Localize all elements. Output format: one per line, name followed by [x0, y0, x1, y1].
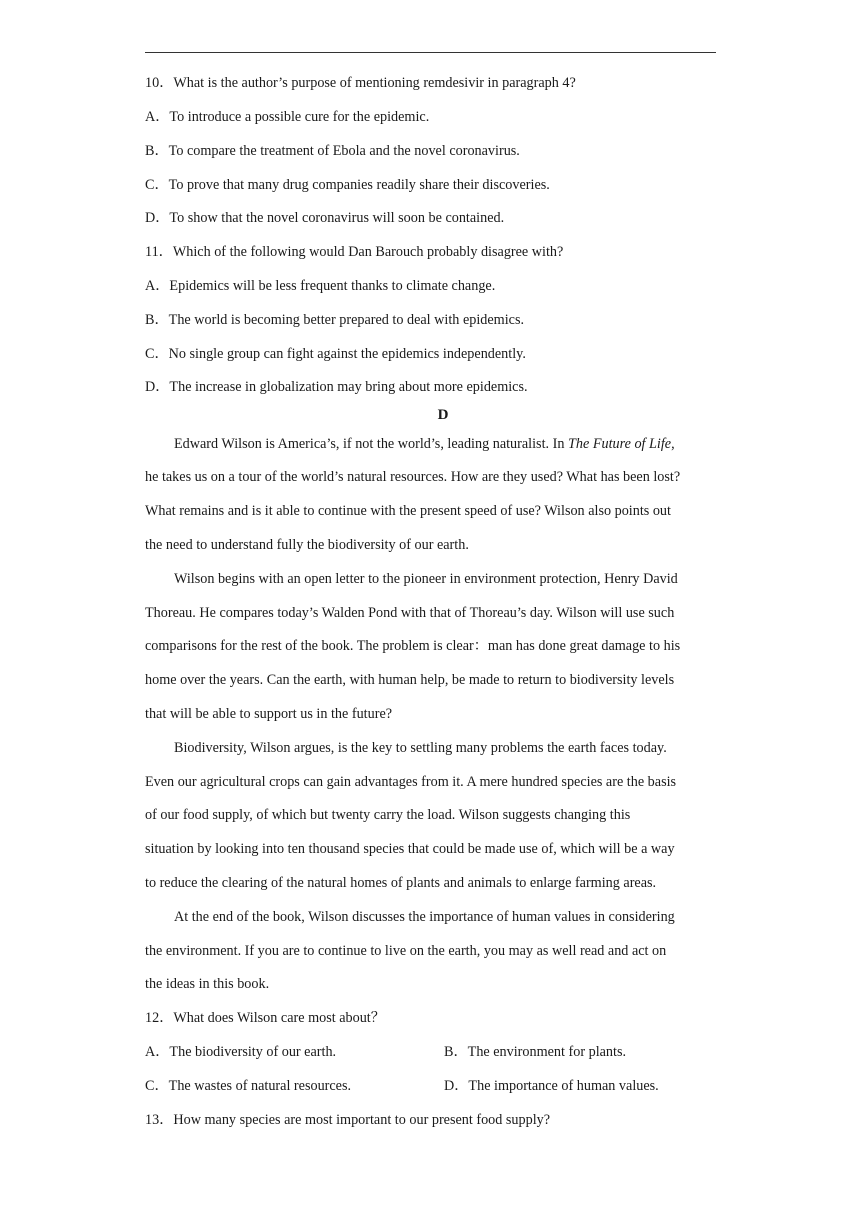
book-title: The Future of Life [567, 436, 672, 452]
passage-line: comparisons for the rest of the book. The problem is clear：man has done great damage to his [145, 638, 681, 654]
passage-line: What remains and is it able to continue with the present speed of use? Wilson also points out [145, 503, 671, 519]
passage-line: situation by looking into ten thousand species that could be made use of, which will be a way [145, 841, 675, 857]
section-heading: D [437, 407, 449, 423]
passage-line: Biodiversity, Wilson argues, is the key to settling many problems the earth faces today. [174, 740, 667, 756]
passage-line: the ideas in this book. [145, 976, 270, 992]
question-10-option-b: B．To compare the treatment of Ebola and the novel coronavirus. [145, 143, 520, 159]
question-11-stem: 11．Which of the following would Dan Barouch probably disagree with? [145, 244, 564, 260]
passage-line: he takes us on a tour of the world’s natural resources. How are they used? What has been lost? [145, 469, 681, 485]
passage-line: to reduce the clearing of the natural homes of plants and animals to enlarge farming areas. [145, 875, 657, 891]
passage-line: home over the years. Can the earth, with human help, be made to return to biodiversity levels [145, 672, 675, 688]
passage-line: Wilson begins with an open letter to the pioneer in environment protection, Henry David [174, 571, 678, 587]
passage-line: Even our agricultural crops can gain advantages from it. A mere hundred species are the basis [145, 774, 677, 790]
passage-text: Edward Wilson is America’s, if not the world’s, leading naturalist. In [174, 436, 568, 452]
question-11-option-b: B．The world is becoming better prepared to deal with epidemics. [145, 312, 525, 328]
question-10-option-c: C．To prove that many drug companies readily share their discoveries. [145, 177, 550, 193]
passage-line: that will be able to support us in the future? [145, 706, 393, 722]
passage-line: the need to understand fully the biodiversity of our earth. [145, 537, 469, 553]
passage-line: At the end of the book, Wilson discusses the importance of human values in considering [174, 909, 675, 925]
passage-line [174, 435, 675, 453]
question-12-option-c: C．The wastes of natural resources. [145, 1078, 352, 1094]
question-11-option-a: A．Epidemics will be less frequent thanks to climate change. [145, 278, 496, 294]
passage-line: of our food supply, of which but twenty carry the load. Wilson suggests changing this [145, 807, 631, 823]
passage-line: the environment. If you are to continue to live on the earth, you may as well read and act on [145, 943, 667, 959]
header-rule [145, 52, 716, 53]
question-12-option-a: A．The biodiversity of our earth. [145, 1044, 337, 1060]
question-12-stem: 12．What does Wilson care most about？ [145, 1010, 385, 1026]
question-11-option-c: C．No single group can fight against the epidemics independently. [145, 346, 526, 362]
question-13-stem: 13．How many species are most important to our present food supply? [145, 1112, 551, 1128]
passage-text: , [671, 436, 675, 452]
question-12-option-b: B．The environment for plants. [444, 1044, 627, 1060]
question-10-option-a: A．To introduce a possible cure for the epidemic. [145, 109, 430, 125]
question-10-stem: 10．What is the author’s purpose of mentioning remdesivir in paragraph 4? [145, 75, 576, 91]
question-12-option-d: D．The importance of human values. [444, 1078, 659, 1094]
passage-line: Thoreau. He compares today’s Walden Pond with that of Thoreau’s day. Wilson will use such [145, 605, 675, 621]
question-11-option-d: D．The increase in globalization may bring about more epidemics. [145, 379, 528, 395]
question-10-option-d: D．To show that the novel coronavirus will soon be contained. [145, 210, 505, 226]
